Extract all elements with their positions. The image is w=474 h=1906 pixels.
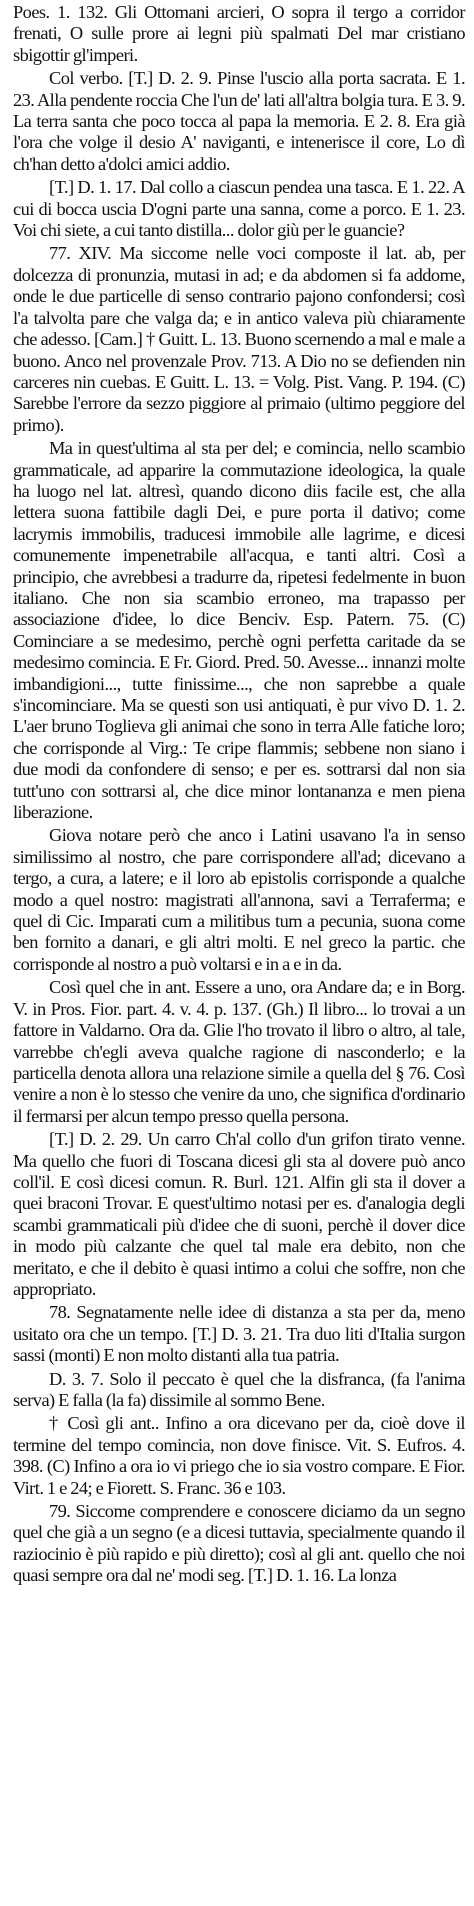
paragraph-solo-il-peccato: D. 3. 7. Solo il peccato è quel che la disfranca, (fa l'anima serva) E falla (la fa) dissimile al sommo Bene. — [13, 1368, 465, 1410]
paragraph-78: 78. Segnatamente nelle idee di distanza a sta per da, meno usitato ora che un tempo. [T.] D. 3. 21. Tra duo liti d'Italia surgon sassi (monti) E non molto distanti alla tua patria. — [13, 1302, 465, 1366]
paragraph-poes: Poes. 1. 132. Gli Ottomani arcieri, O sopra il tergo a corridor frenati, O sulle prore ai legni più spalmati Del mar cristiano sbigottir gl'imperi. — [13, 2, 465, 65]
paragraph-cosi-quel-che: Così quel che in ant. Essere a uno, ora Andare da; e in Borg. V. in Pros. Fior. part. 4. v. 4. p. 137. (Gh.) Il libro... lo trovai a un fattore in Valdarno. Ora da. Glie l'ho trovato il libro o altro, al tale, varrebbe ch'egli aveva qualche ragione di nasconderlo; e la particella denota allora una relazione simile a quella del § 76. Così venire a non è lo stesso che venire da uno, che significa d'ordinario il fermarsi per alcun tempo presso quella persona. — [13, 977, 465, 1126]
paragraph-giova-notare: Giova notare però che anco i Latini usavano l'a in senso similissimo al nostro, che pare corrispondere all'ad; dicevano a tergo, a cura, a latere; e il loro ab epistolis corrisponde a qualche modo a quel nostro: magistrati all'annona, savi a Terraferma; e quel di Cic. Imparati cum a militibus tum a pecunia, suona come ben fornito a danari, e gli altri molti. E nel greco la partic. che corrisponde al nostro a può voltarsi e in a e in da. — [13, 825, 465, 974]
dictionary-page — [13, 2, 465, 1587]
paragraph-77: 77. XIV. Ma siccome nelle voci composte il lat. ab, per dolcezza di pronunzia, mutasi in ad; e da abdomen si fa addome, onde le due particelle di senso contrario pajono confondersi; così l'a talvolta pare che valga da; e in antico valeva più chiaramente che adesso. [Cam.] † Guitt. L. 13. Buono scernendo a mal e male a buono. Anco nel provenzale Prov. 713. A Dio no se defienden nin carceres nin cuebas. E Guitt. L. 13. = Volg. Pist. Vang. P. 194. (C) Sarebbe l'errore da sezzo piggiore al primaio (ultimo peggiore del primo). — [13, 243, 465, 435]
paragraph-cosi-gli-ant: † Così gli ant.. Infino a ora dicevano per da, cioè dove il termine del tempo comincia, non dove finisce. Vit. S. Eufros. 4. 398. (C) Infino a ora io vi priego che io sia vostro compare. E Fior. Virt. 1 e 24; e Fiorett. S. Franc. 36 e 103. — [13, 1413, 465, 1498]
paragraph-col-verbo: Col verbo. [T.] D. 2. 9. Pinse l'uscio alla porta sacrata. E 1. 23. Alla pendente roccia Che l'un de' lati all'altra bolgia tura. E 3. 9. La terra santa che poco tocca al papa la memoria. E 2. 8. Era già l'ora che volge il desio A' naviganti, e intenerisce il core, Lo dì ch'han detto a'dolci amici addio. — [13, 68, 465, 174]
paragraph-ma-in-quest-ultima: Ma in quest'ultima al sta per del; e comincia, nello scambio grammaticale, ad apparire la commutazione ideologica, la quale ha luogo nel lat. altresì, quando dicono diis facile est, che alla lettera suona fattibile dagli Dei, e pure porta il dativo; come lacrymis immobilis, traducesi immobile alle lagrime, e dicesi comunemente impenetrabile all'acqua, e tanti altri. Così a principio, che avrebbesi a tradurre da, ripetesi fedelmente in buon italiano. Che non sia scambio erroneo, ma trapasso per associazione d'idee, lo dice Benciv. Esp. Patern. 75. (C) Cominciare a se medesimo, perchè ogni perfetta caritade da se medesimo comincia. E Fr. Giord. Pred. 50. Avesse... innanzi molte imbandigioni..., tutte finissime..., che non saprebbe a quale s'incominciare. Ma se questi son usi antiquati, è pur vivo D. 1. 2. L'aer bruno Toglieva gli animai che sono in terra Alle fatiche loro; che corrisponde al Virg.: Te cripe flammis; sebbene non siano i due modi da confondere di senso; e per es. sottrarsi dal non sia tutt'uno con sottrarsi al, che dice minor lontananza e men piena liberazione. — [13, 438, 465, 823]
paragraph-un-carro: [T.] D. 2. 29. Un carro Ch'al collo d'un grifon tirato venne. Ma quello che fuori di Toscana dicesi gli sta al dovere può anco coll'il. E così dicesi comun. R. Burl. 121. Alfin gli sta il dover a quei braconi Trovar. E quest'ultimo notasi per es. d'analogia degli scambi grammaticali più d'idee che di suoni, perchè il dover dice in modo più calzante che quel tal male era debito, non che meritato, e che il debito è quasi intimo a colui che soffre, non che appropriato. — [13, 1129, 465, 1299]
paragraph-dal-collo: [T.] D. 1. 17. Dal collo a ciascun pendea una tasca. E 1. 22. A cui di bocca uscia D'ogni parte una sanna, come a porco. E 1. 23. Voi chi siete, a cui tanto distilla... dolor giù per le guancie? — [13, 177, 465, 241]
paragraph-79: 79. Siccome comprendere e conoscere diciamo da un segno quel che già a un segno (e a dicesi tuttavia, specialmente quando il raziocinio è più rapido e più diretto); così al gli ant. quello che noi quasi sempre ora dal ne' modi seg. [T.] D. 1. 16. La lonza — [13, 1501, 465, 1586]
